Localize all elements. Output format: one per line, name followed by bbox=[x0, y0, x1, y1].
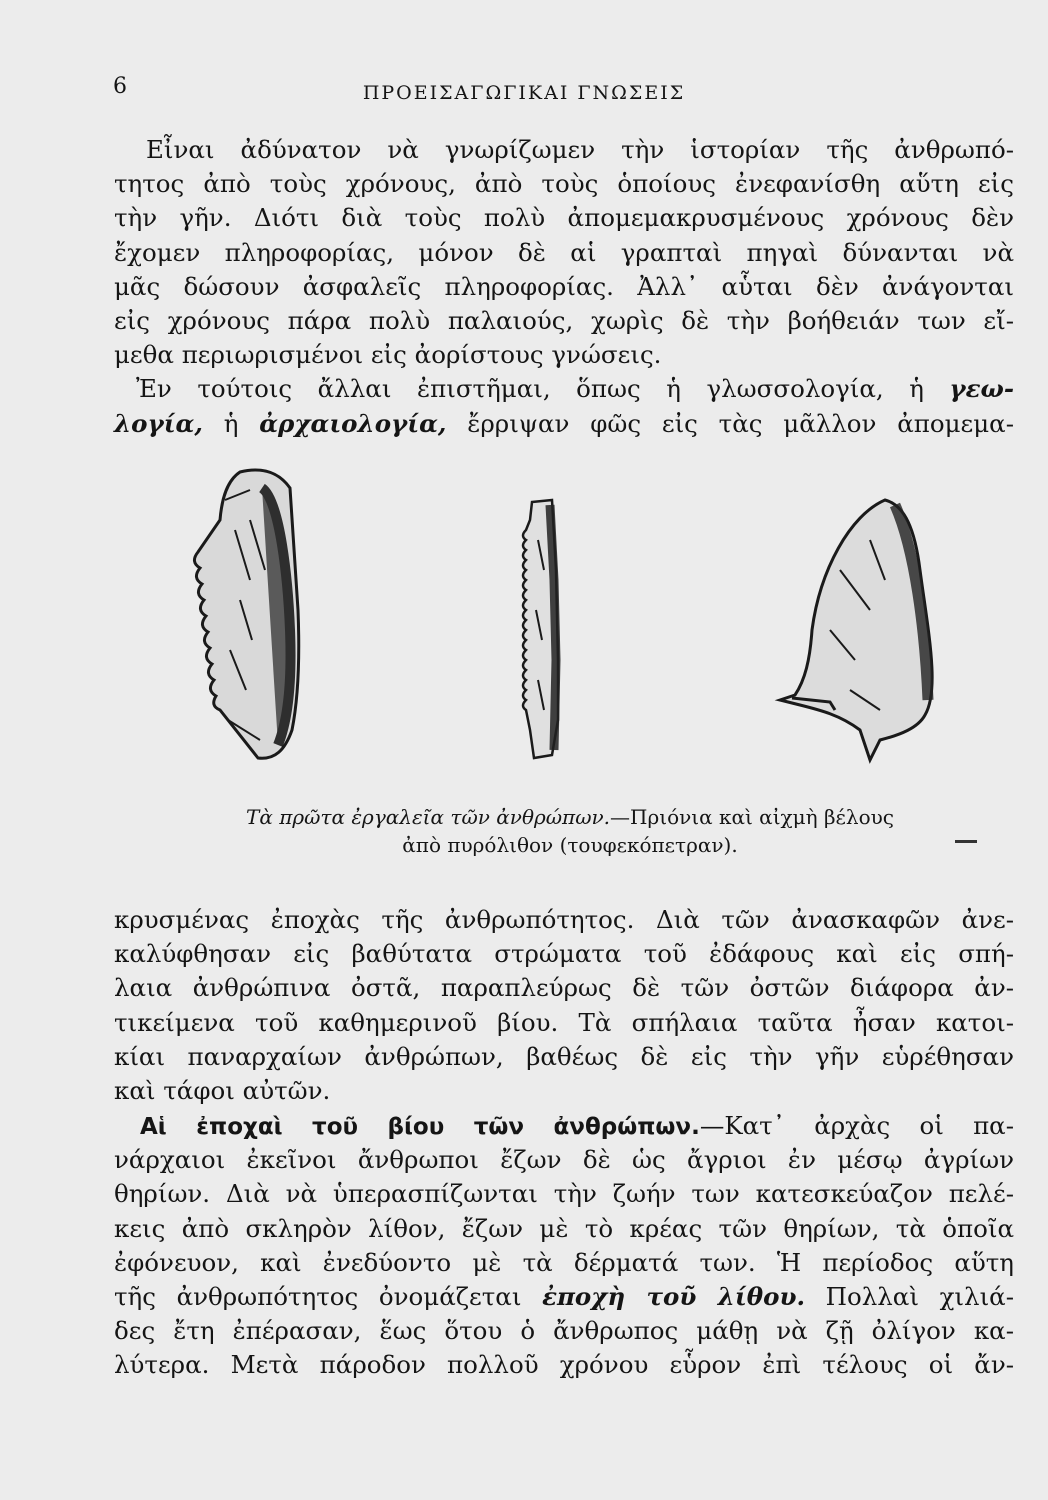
paragraph-excavations bbox=[114, 903, 1014, 1108]
caption-title: Τὰ πρῶτα ἐργαλεῖα τῶν ἀνθρώπων. bbox=[245, 805, 611, 829]
emphasis-term: ἀρχαιολογία, bbox=[259, 408, 447, 438]
emphasis-term: γεω- bbox=[949, 374, 1014, 404]
text-span: ἡ bbox=[202, 408, 260, 438]
text-line: τητος ἀπὸ τοὺς χρόνους, ἀπὸ τοὺς ὁποίους ἐνεφανίσθη αὕτη εἰς bbox=[114, 169, 1014, 199]
text-line: δες ἔτη ἐπέρασαν, ἕως ὅτου ὁ ἄνθρωπος μάθῃ νὰ ζῇ ὀλίγον κα- bbox=[114, 1316, 1014, 1346]
flint-tools-figure bbox=[180, 460, 1020, 800]
text-line: καὶ τάφοι αὐτῶν. bbox=[114, 1075, 331, 1105]
flint-saw-left-image bbox=[194, 470, 298, 758]
text-line: τικείμενα τοῦ καθημερινοῦ βίου. Τὰ σπήλαια ταῦτα ἦσαν κατοι- bbox=[114, 1007, 1014, 1037]
text-line: θηρίων. Διὰ νὰ ὑπερασπίζωνται τὴν ζωήν των κατεσκεύαζον πελέ- bbox=[114, 1179, 1014, 1209]
ink-mark bbox=[955, 840, 977, 843]
section-heading: Αἱ ἐποχαὶ τοῦ βίου τῶν ἀνθρώπων. bbox=[140, 1114, 700, 1140]
running-head: ΠΡΟΕΙΣΑΓΩΓΙΚΑΙ ΓΝΩΣΕΙΣ bbox=[362, 82, 686, 104]
page-number: 6 bbox=[113, 74, 127, 99]
text-span: Πολλαὶ χιλιά- bbox=[805, 1281, 1014, 1311]
text-line: ἐφόνευον, καὶ ἐνεδύοντο μὲ τὰ δέρματά των. Ἡ περίοδος αὕτη bbox=[114, 1247, 1014, 1277]
flint-arrowhead-image bbox=[780, 500, 932, 760]
text-line bbox=[114, 1280, 1014, 1314]
emphasis-term: ἐποχὴ τοῦ λίθου. bbox=[542, 1281, 805, 1311]
figure-caption bbox=[150, 803, 990, 859]
flint-tools-illustration bbox=[180, 460, 1020, 800]
text-line: ἔχομεν πληροφορίας, μόνον δὲ αἱ γραπταὶ πηγαὶ δύνανται νὰ bbox=[114, 237, 1014, 267]
text-span: τῆς ἀνθρωπότητος ὀνομάζεται bbox=[114, 1281, 543, 1311]
text-line: νάρχαιοι ἐκεῖνοι ἄνθρωποι ἔζων δὲ ὡς ἄγριοι ἐν μέσῳ ἀγρίων bbox=[114, 1145, 1014, 1175]
text-line: καλύφθησαν εἰς βαθύτατα στρώματα τοῦ ἐδάφους καὶ εἰς σπή- bbox=[114, 939, 1014, 969]
text-line: λύτερα. Μετὰ πάροδον πολλοῦ χρόνου εὗρον ἐπὶ τέλους οἱ ἄν- bbox=[114, 1350, 1014, 1380]
caption-text: ἀπὸ πυρόλιθον (τουφεκόπετραν). bbox=[402, 833, 738, 857]
text-line bbox=[114, 372, 1014, 406]
text-span: Ἐν τούτοις ἄλλαι ἐπιστῆμαι, ὅπως ἡ γλωσσολογία, ἡ bbox=[136, 374, 950, 404]
text-span: ἔρριψαν φῶς εἰς τὰς μᾶλλον ἀπομεμα- bbox=[446, 408, 1014, 438]
text-line: λαια ἀνθρώπινα ὀστᾶ, παραπλεύρως δὲ τῶν ὀστῶν διάφορα ἀν- bbox=[114, 973, 1014, 1003]
emphasis-term: λογία, bbox=[114, 408, 203, 438]
text-line bbox=[114, 407, 1014, 441]
text-line: κρυσμένας ἐποχὰς τῆς ἀνθρωπότητος. Διὰ τῶν ἀνασκαφῶν ἀνε- bbox=[114, 905, 1014, 934]
text-line: τὴν γῆν. Διότι διὰ τοὺς πολὺ ἀπομεμακρυσμένους χρόνους δὲν bbox=[114, 203, 1014, 233]
text-line: μᾶς δώσουν ἀσφαλεῖς πληροφορίας. Ἀλλ᾽ αὗται δὲν ἀνάγονται bbox=[114, 271, 1014, 301]
caption-text: —Πριόνια καὶ αἰχμὴ βέλους bbox=[610, 805, 894, 829]
text-line: κίαι παναρχαίων ἀνθρώπων, βαθέως δὲ εἰς τὴν γῆν εὑρέθησαν bbox=[114, 1041, 1014, 1071]
text-line: εἰς χρόνους πάρα πολὺ παλαιούς, χωρὶς δὲ τὴν βοήθειάν των εἴ- bbox=[114, 305, 1014, 335]
text-line: Εἶναι ἀδύνατον νὰ γνωρίζωμεν τὴν ἱστορίαν τῆς ἀνθρωπό- bbox=[146, 135, 1014, 164]
text-line: κεις ἀπὸ σκληρὸν λίθον, ἔζων μὲ τὸ κρέας τῶν θηρίων, τὰ ὁποῖα bbox=[114, 1213, 1014, 1243]
text-line: μεθα περιωρισμένοι εἰς ἀορίστους γνώσεις. bbox=[114, 340, 662, 370]
section-heading-line bbox=[114, 1109, 1014, 1143]
paragraph-intro bbox=[114, 133, 1014, 441]
text-span: —Κατ᾽ ἀρχὰς οἱ πα- bbox=[699, 1111, 1014, 1140]
section-ages-of-man bbox=[114, 1109, 1014, 1383]
flint-saw-middle-image bbox=[523, 500, 558, 758]
